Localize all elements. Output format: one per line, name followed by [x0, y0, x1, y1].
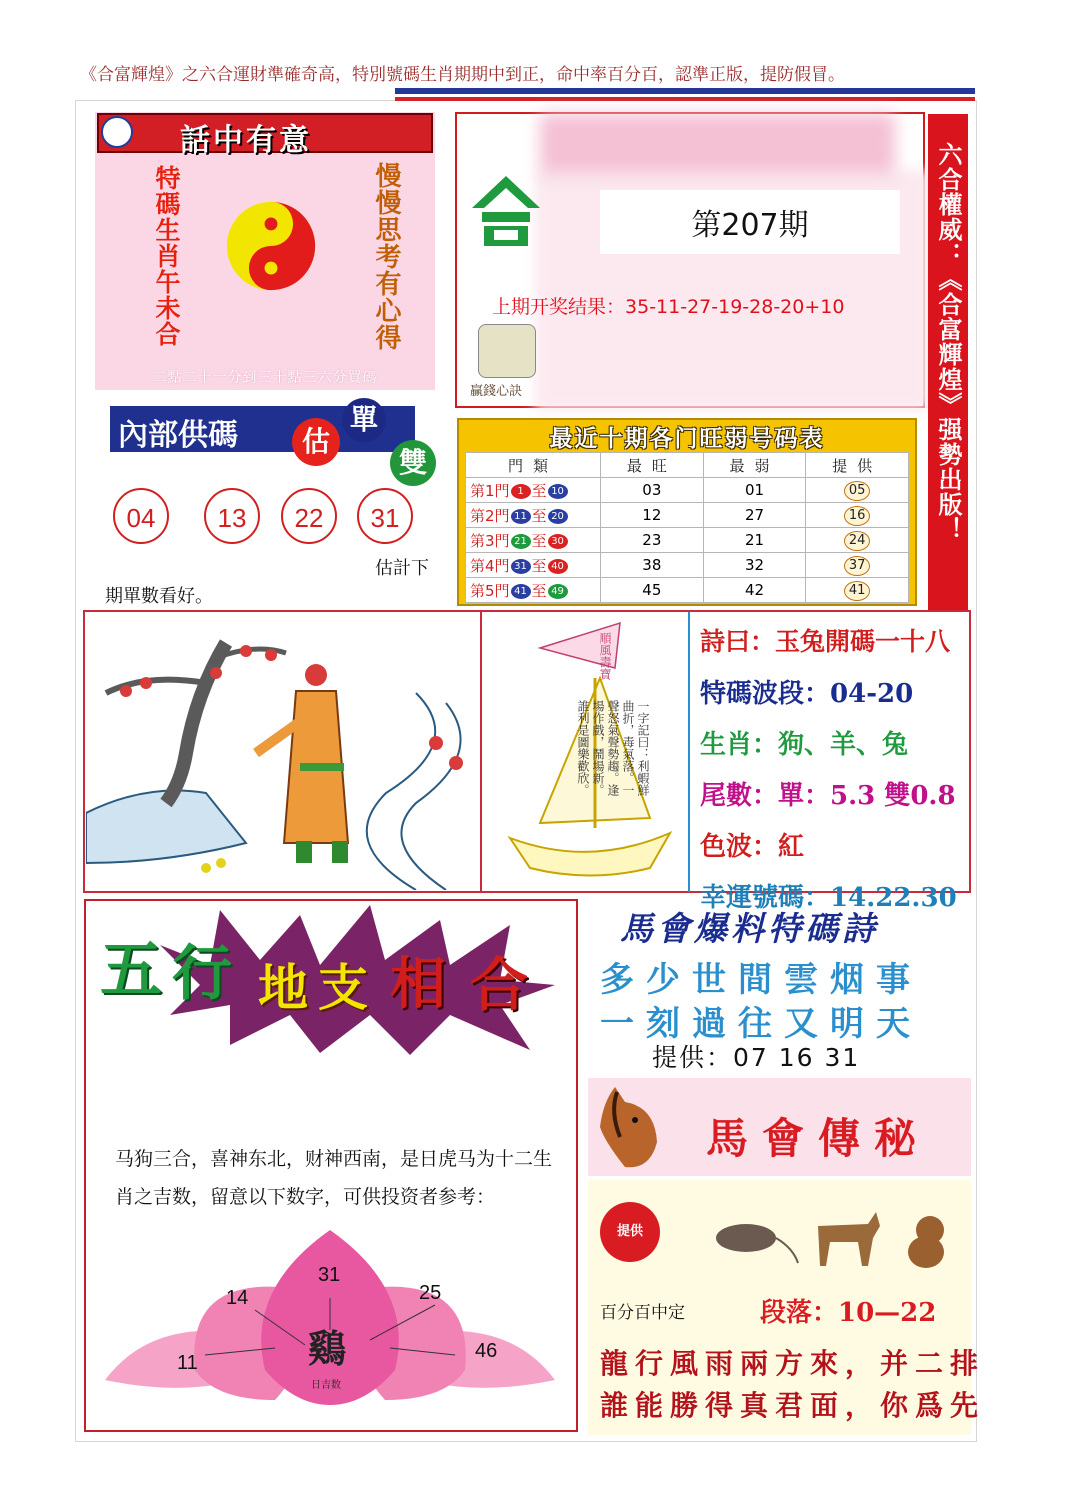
column-header: 門類 [466, 453, 601, 478]
wuxing-title-char: 合 [470, 951, 529, 1019]
min-cell: 32 [703, 553, 806, 578]
secret-title: 馬會傳秘 [706, 1114, 931, 1163]
tip-number: 05 [844, 481, 870, 501]
internal-code-title: 內部供碼 [118, 418, 238, 453]
code-number: 04 [113, 488, 169, 544]
internal-code-note: 期單數看好。 [105, 586, 213, 607]
wuxing-paragraph: 马狗三合，喜神东北，财神西南，是日虎马为十二生肖之吉数，留意以下数字，可供投资者参考： [115, 1148, 553, 1208]
divider [688, 612, 690, 892]
max-cell: 12 [601, 503, 704, 528]
tip-number: 24 [844, 531, 870, 551]
tip-number: 37 [844, 556, 870, 576]
header-rule-blue [395, 88, 975, 94]
horse-poem-line: 一刻過往又明天 [600, 1004, 922, 1044]
gate-label: 第1門 [470, 481, 510, 500]
side-banner-text: 六合權威：《合富輝煌》强勢出版！ [934, 142, 963, 542]
min-cell: 42 [703, 578, 806, 603]
table-row [466, 478, 909, 503]
tip-number: 16 [844, 506, 870, 526]
strength-table [465, 452, 909, 603]
ball-icon: 11 [511, 509, 531, 524]
sail-flag-text: 順風壽寶 [598, 632, 612, 680]
gate-label: 第5門 [470, 581, 510, 600]
ball-icon: 41 [511, 584, 531, 599]
horse-poem-provide: 提供：07 16 31 [652, 1043, 861, 1072]
min-cell: 21 [703, 528, 806, 553]
tip-cell [806, 578, 909, 603]
poem-line: 生肖：狗、羊、兔 [700, 730, 909, 760]
gate-cell [466, 578, 601, 603]
secret-percent: 百分百中定 [600, 1303, 685, 1323]
wuxing-title-char: 五 [100, 933, 163, 1006]
table-row [466, 528, 909, 553]
table-row [466, 553, 909, 578]
gate-cell [466, 553, 601, 578]
gate-label: 第4門 [470, 556, 510, 575]
wuxing-title-char: 相 [390, 951, 446, 1017]
poem-label: 幸運號碼： [700, 883, 831, 913]
gate-cell [466, 478, 601, 503]
gate-cell [466, 503, 601, 528]
range-word: 至 [531, 506, 547, 525]
hint-panel-title: 話中有意 [180, 123, 312, 158]
issue-number: 第207期 [691, 208, 809, 243]
code-number: 31 [357, 488, 413, 544]
poem-label: 雙 [875, 781, 911, 811]
strength-table-title: 最近十期各门旺弱号码表 [549, 425, 825, 452]
ball-icon: 10 [548, 484, 568, 499]
poem-line: 詩曰：玉兔開碼一十八 [700, 627, 951, 656]
lotus-number: 31 [318, 1264, 341, 1286]
range-word: 至 [531, 581, 547, 600]
poem-label: 特碼波段： [700, 679, 831, 709]
code-number: 22 [281, 488, 337, 544]
hint-right-vertical: 慢慢思考有心得 [371, 162, 401, 351]
estimate-badge: 估 [292, 418, 340, 466]
min-cell: 01 [703, 478, 806, 503]
tip-cell [806, 503, 909, 528]
poem-block [700, 622, 957, 928]
code-number: 13 [204, 488, 260, 544]
ball-icon: 49 [548, 584, 568, 599]
table-header-row [466, 453, 909, 478]
max-cell: 23 [601, 528, 704, 553]
secret-segment: 段落：10—22 [760, 1298, 937, 1328]
horse-poem-line: 多少世間雲烟事 [600, 960, 922, 1000]
min-cell: 27 [703, 503, 806, 528]
divider [480, 610, 482, 893]
cover-blur [540, 114, 895, 174]
table-row [466, 578, 909, 603]
column-header: 最旺 [601, 453, 704, 478]
yin-yang-icon [225, 200, 317, 292]
lotus-number: 46 [475, 1340, 498, 1362]
odd-badge: 單 [342, 398, 386, 442]
ball-icon: 40 [548, 559, 568, 574]
gate-label: 第3門 [470, 531, 510, 550]
poem-value: 0.8 [910, 781, 956, 811]
seal-badge: 提供 [600, 1202, 660, 1262]
ball-icon: 30 [548, 534, 568, 549]
poem-value: 5.3 [830, 781, 876, 811]
secret-verse: 龍行風雨兩方來，并二排 [600, 1347, 986, 1380]
column-header: 最弱 [703, 453, 806, 478]
wuxing-title-char: 支 [318, 958, 368, 1017]
range-word: 至 [531, 481, 547, 500]
tip-number: 41 [844, 581, 870, 601]
cover-glyph-icon [470, 172, 542, 247]
max-cell: 38 [601, 553, 704, 578]
hint-left-vertical: 特碼生肖午未合 [152, 165, 181, 347]
wuxing-title-char: 地 [258, 958, 308, 1017]
internal-code-note: 估計下 [375, 558, 429, 579]
tip-cell [806, 553, 909, 578]
last-result-label: 上期开奖结果： [492, 296, 626, 318]
ball-icon: 31 [511, 559, 531, 574]
ball-icon: 21 [511, 534, 531, 549]
poem-value: 04-20 [830, 679, 914, 709]
last-result-value: 35-11-27-19-28-20+10 [625, 296, 845, 318]
ball-icon: 20 [548, 509, 568, 524]
max-cell: 45 [601, 578, 704, 603]
gate-cell [466, 528, 601, 553]
poem-label: 尾數：單： [700, 781, 831, 811]
even-badge: 雙 [390, 440, 436, 486]
column-header: 提供 [806, 453, 909, 478]
tip-cell [806, 478, 909, 503]
header-rule-red [395, 97, 975, 101]
ball-icon: 1 [511, 484, 531, 499]
sail-verse: 一字記曰：利蝦鮮曲折，毒氣落。一聲怒氣聲勢趨。逢場作戲，鬧場新。誰利是圖樂歡欣。 [576, 700, 650, 796]
money-caption: 贏錢心訣 [470, 384, 523, 399]
poem-value: 14.22.30 [830, 883, 957, 913]
brand-logo-icon [101, 116, 133, 148]
lotus-number: 14 [226, 1287, 249, 1309]
last-result [492, 292, 844, 319]
header-ticker: 《合富輝煌》之六合運財準確奇高，特別號碼生肖期期中到正，命中率百分百，認準正版，提防假冒。 [80, 65, 845, 85]
tip-cell [806, 528, 909, 553]
hint-bottom-text: 二點二十一分到三十點三六分買碼 [152, 370, 378, 386]
money-icon [478, 324, 536, 378]
poem-line [700, 775, 957, 826]
gate-label: 第2門 [470, 506, 510, 525]
horse-head-icon [595, 1082, 667, 1172]
lotus-center-char: 鷄 [308, 1326, 347, 1371]
lotus-number: 25 [419, 1282, 442, 1304]
scholar-illustration [86, 613, 478, 890]
range-word: 至 [531, 556, 547, 575]
horse-poem-title: 馬會爆料特碼詩 [620, 909, 879, 948]
poem-line [700, 673, 957, 724]
animals-icon [708, 1208, 958, 1270]
lotus-number: 11 [177, 1352, 198, 1374]
secret-verse: 誰能勝得真君面，你爲先 [600, 1389, 986, 1422]
range-word: 至 [531, 531, 547, 550]
poem-line: 色波：紅 [700, 832, 805, 862]
max-cell: 03 [601, 478, 704, 503]
wuxing-title-char: 行 [172, 939, 232, 1009]
table-row [466, 503, 909, 528]
lotus-center-sub: 日吉数 [311, 1380, 341, 1391]
